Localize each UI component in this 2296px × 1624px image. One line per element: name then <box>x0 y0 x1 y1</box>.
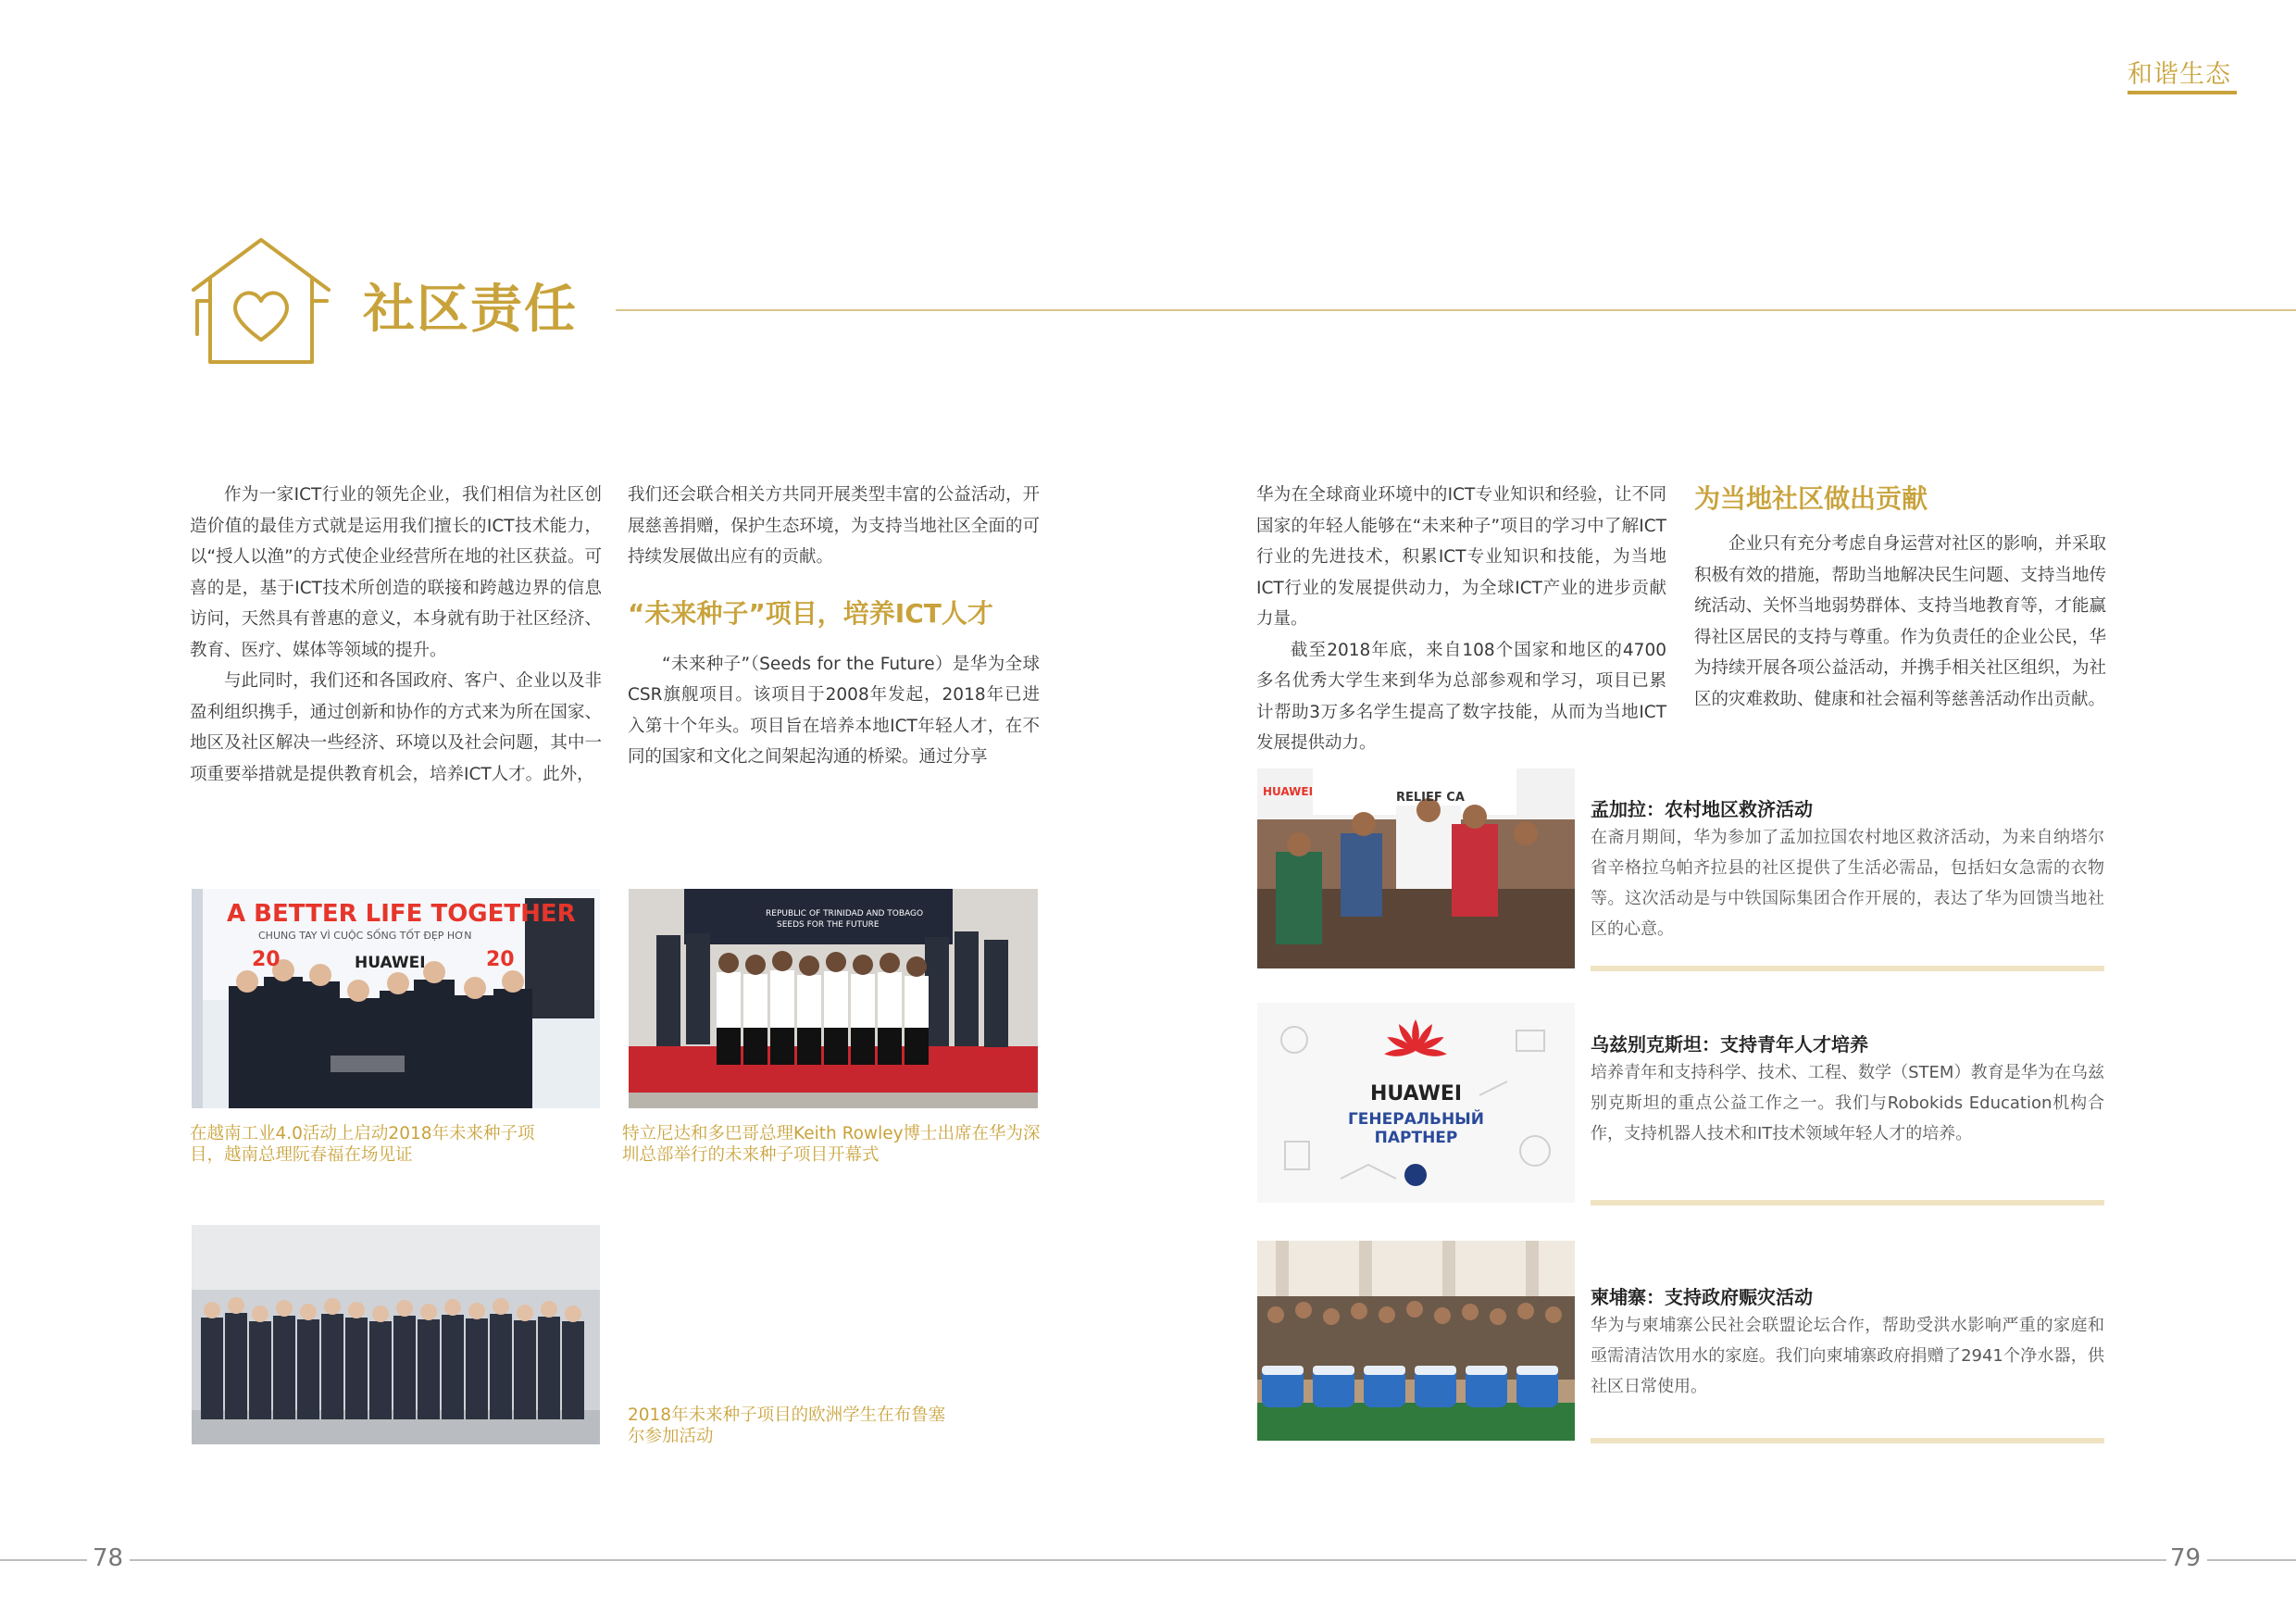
trinidad-caption: 特立尼达和多巴哥总理Keith Rowley博士出席在华为深圳总部举行的未来种子项目开幕式 <box>622 1124 1041 1165</box>
section-tag: 和谐生态 <box>2128 60 2231 89</box>
left-paragraph-1: 作为一家ICT行业的领先企业，我们相信为社区创造价值的最佳方式就是运用我们擅长的ICT技术能力，以“授人以渔”的方式使企业经营所在地的社区获益。可喜的是，基于ICT技术所创造的联接和跨越边界的信息访问，天然具有普惠的意义，本身就有助于社区经济、教育、医疗、媒体等领域的提升。 <box>190 485 602 660</box>
trinidad-event-photo <box>629 889 1038 1108</box>
activity-1-text: 在斋月期间，华为参加了孟加拉国农村地区救济活动，为来自纳塔尔省辛格拉乌帕齐拉县的社区提供了生活必需品，包括妇女急需的衣物等。这次活动是与中铁国际集团合作开展的，表达了华为回馈当地社区的心意。 <box>1591 828 2104 939</box>
page-title: 社区责任 <box>363 280 578 340</box>
title-divider <box>616 309 2296 311</box>
vietnam-banner-line2: CHUNG TAY VÌ CUỘC SỐNG TỐT ĐẸP HƠN <box>258 930 472 942</box>
vietnam-huawei-logo: HUAWEI <box>355 954 426 972</box>
activity-1-title: 孟加拉：农村地区救济活动 <box>1591 798 1813 820</box>
left-paragraph-2: 与此同时，我们还和各国政府、客户、企业以及非盈利组织携手，通过创新和协作的方式来为所在国家、地区及社区解决一些经济、环境以及社会问题，其中一项重要举措就是提供教育机会，培养ICT人才。此外， <box>190 671 602 784</box>
uzbekistan-partner-photo <box>1257 1003 1575 1203</box>
left-text-column <box>190 480 602 790</box>
bangladesh-relief-photo <box>1257 768 1575 968</box>
uzbekistan-banner-line1: ГЕНЕРАЛЬНЫЙ <box>1347 1110 1485 1129</box>
activity-3-title: 柬埔寨：支持政府赈灾活动 <box>1591 1286 1813 1308</box>
house-heart-icon <box>190 236 333 366</box>
europe-caption: 2018年未来种子项目的欧洲学生在布鲁塞尔参加活动 <box>628 1405 946 1446</box>
footer-rule <box>130 1559 2166 1561</box>
vietnam-caption: 在越南工业4.0活动上启动2018年未来种子项目，越南总理阮春福在场见证 <box>190 1124 535 1165</box>
activity-2-title: 乌兹别克斯坦：支持青年人才培养 <box>1591 1033 1868 1056</box>
far-right-text-column <box>1694 480 2106 715</box>
page-number-left: 78 <box>93 1544 124 1572</box>
vietnam-banner-line1: A BETTER LIFE TOGETHER <box>227 900 576 928</box>
footer-rule-left-edge <box>0 1559 87 1561</box>
europe-students-photo <box>192 1225 600 1444</box>
vietnam-badge-left: 20 <box>252 948 281 971</box>
middle-paragraph-2: “未来种子”（Seeds for the Future）是华为全球CSR旗舰项目。该项目于2008年发起，2018年已进入第十个年头。项目旨在培养本地ICT年轻人才，在不同的国家和文化之间架起沟通的桥梁。通过分享 <box>628 654 1040 767</box>
right-paragraph-1: 华为在全球商业环境中的ICT专业知识和经验，让不同国家的年轻人能够在“未来种子”项目的学习中了解ICT行业的先进技术，积累ICT专业知识和技能，为当地ICT行业的发展提供动力，为全球ICT产业的进步贡献力量。 <box>1256 485 1666 629</box>
trinidad-banner-line2: SEEDS FOR THE FUTURE <box>777 920 880 930</box>
page-number-right: 79 <box>2170 1544 2202 1572</box>
bangladesh-huawei-logo: HUAWEI <box>1263 785 1314 798</box>
middle-paragraph-1: 我们还会联合相关方共同开展类型丰富的公益活动，开展慈善捐赠，保护生态环境，为支持当地社区全面的可持续发展做出应有的贡献。 <box>628 485 1040 567</box>
far-right-paragraph-1: 企业只有充分考虑自身运营对社区的影响，并采取积极有效的措施，帮助当地解决民生问题、支持当地传统活动、关怀当地弱势群体、支持当地教育等，才能赢得社区居民的支持与尊重。作为负责任的企业公民，华为持续开展各项公益活动，并携手相关社区组织，为社区的灾难救助、健康和社会福利等慈善活动作出贡献。 <box>1694 534 2106 709</box>
activity-3-text: 华为与柬埔寨公民社会联盟论坛合作，帮助受洪水影响严重的家庭和亟需清洁饮用水的家庭。我们向柬埔寨政府捐赠了2941个净水器，供社区日常使用。 <box>1591 1316 2104 1396</box>
vietnam-badge-right: 20 <box>486 948 515 971</box>
footer-rule-right-edge <box>2207 1559 2296 1561</box>
activity-2-divider <box>1591 1200 2104 1206</box>
bangladesh-banner: RELIEF CA <box>1396 791 1465 805</box>
section-tag-underline <box>2128 91 2237 94</box>
uzbekistan-banner-line2: ПАРТНЕР <box>1374 1129 1458 1147</box>
activity-1-divider <box>1591 966 2104 971</box>
right-paragraph-2: 截至2018年底，来自108个国家和地区的4700多名优秀大学生来到华为总部参观和学习，项目已累计帮助3万多名学生提高了数字技能，从而为当地ICT发展提供动力。 <box>1256 640 1666 753</box>
seeds-heading: “未来种子”项目，培养ICT人才 <box>628 597 993 629</box>
community-heading: 为当地社区做出贡献 <box>1694 483 1928 514</box>
activity-2-text: 培养青年和支持科学、技术、工程、数学（STEM）教育是华为在乌兹别克斯坦的重点公益工作之一。我们与Robokids Education机构合作，支持机器人技术和IT技术领域年轻人才的培养。 <box>1591 1063 2104 1143</box>
middle-text-column <box>628 480 1040 773</box>
uzbekistan-huawei-logo: HUAWEI <box>1369 1082 1463 1106</box>
trinidad-banner-line1: REPUBLIC OF TRINIDAD AND TOBAGO <box>766 909 924 918</box>
vietnam-event-photo <box>192 889 600 1108</box>
right-text-column <box>1256 480 1666 759</box>
cambodia-water-photo <box>1257 1241 1575 1441</box>
activity-3-divider <box>1591 1438 2104 1443</box>
